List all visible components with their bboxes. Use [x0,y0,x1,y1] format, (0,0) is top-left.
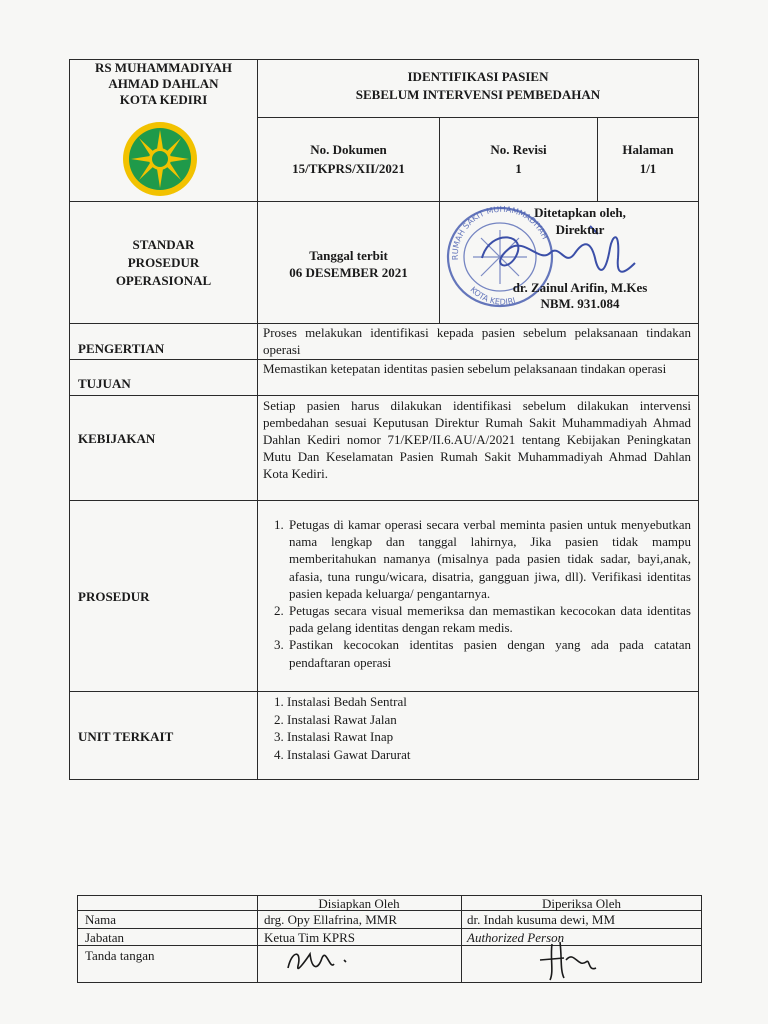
director-info [495,280,665,312]
prosedur-label: PROSEDUR [78,589,150,604]
unit-list-wrap [263,693,691,763]
preparer-signature [282,940,362,980]
stamp-text-top: RUMAH SAKIT MUHAMMADIYAH [450,204,550,261]
no-revisi [439,142,598,177]
title-line-2: SEBELUM INTERVENSI PEMBEDAHAN [355,87,601,102]
disiapkan-nama: drg. Opy Ellafrina, MMR [264,912,397,927]
halaman [597,142,699,177]
hospital-line-1: RS MUHAMMADIYAH [94,60,233,75]
tujuan-text: Memastikan ketepatan identitas pasien sebelum pelaksanaan tindakan operasi [263,361,667,376]
hospital-logo [112,119,208,199]
tanggal-label: Tanggal terbit [309,248,388,263]
spo-title [69,236,258,290]
halaman-label: Halaman [622,142,674,157]
ditetapkan [500,204,660,238]
stamp-text-bottom: KOTA KEDIRI [468,285,517,307]
kebijakan-label-cell [69,395,258,501]
spo-line-2: PROSEDUR [127,255,200,270]
tujuan-label: TUJUAN [78,376,131,391]
unit-item: 4. Instalasi Gawat Darurat [287,746,691,764]
no-dokumen-label: No. Dokumen [310,142,387,157]
hospital-line-3: KOTA KEDIRI [119,92,208,107]
col-disiapkan: Disiapkan Oleh [318,896,400,911]
no-revisi-label: No. Revisi [490,142,547,157]
col-diperiksa: Diperiksa Oleh [541,896,622,911]
unit-item: 3. Instalasi Rawat Inap [287,728,691,746]
row-nama: Nama [85,912,117,927]
footer-divider [77,928,702,929]
title-line-1: IDENTIFIKASI PASIEN [407,69,549,84]
prosedur-list-wrap [263,516,691,671]
no-dokumen-value: 15/TKPRS/XII/2021 [292,161,405,176]
tanggal-terbit [257,247,440,281]
row-tanda: Tanda tangan [85,948,155,963]
reviewer-signature [530,938,610,982]
hospital-line-2: AHMAD DAHLAN [108,76,219,91]
spo-line-3: OPERASIONAL [115,273,212,288]
row-jabatan: Jabatan [85,930,124,945]
disiapkan-jabatan: Ketua Tim KPRS [264,930,356,945]
kebijakan-label: KEBIJAKAN [78,431,156,446]
diperiksa-nama: dr. Indah kusuma dewi, MM [467,912,616,927]
prosedur-item: 3. Pastikan kecocokan identitas pasien dengan yang ada pada catatan pendaftaran operasi [287,636,691,670]
tanggal-value: 06 DESEMBER 2021 [289,265,408,280]
kebijakan-text: Setiap pasien harus dilakukan identifikasi sebelum dilakukan intervensi pembedahan sesuai Keputusan Direktur Rumah Sakit Muhammadiyah Ahmad Dahlan Kediri nomor 71/KEP/II.6.AU/A/2021 tentang Kebijakan Peningkatan Mutu Dan Keselamatan Pasien Rumah Sakit Muhammadiyah Ahmad Dahlan Kota Kediri. [263,398,691,481]
document-title [257,69,699,103]
unit-list [263,693,691,763]
ditetapkan-line-1: Ditetapkan oleh, [534,205,626,220]
signature-icon [530,938,610,982]
ditetapkan-line-2: Direktur [555,222,605,237]
unit-label: UNIT TERKAIT [78,729,174,744]
halaman-value: 1/1 [639,161,657,176]
director-name: dr. Zainul Arifin, M.Kes [512,280,648,295]
no-dokumen [257,142,440,177]
muhammadiyah-logo-icon [112,119,208,199]
hospital-name [69,60,258,108]
prosedur-item: 2. Petugas secara visual memeriksa dan memastikan kecocokan data identitas pada gelang identitas dengan rekam medis. [287,602,691,636]
pengertian-text: Proses melakukan identifikasi kepada pasien sebelum pelaksanaan tindakan operasi [263,325,691,357]
unit-item: 2. Instalasi Rawat Jalan [287,711,691,729]
signature-icon [282,940,362,980]
director-nbm: NBM. 931.084 [540,296,620,311]
spo-line-1: STANDAR [132,237,195,252]
pengertian-label: PENGERTIAN [78,341,165,356]
unit-item: 1. Instalasi Bedah Sentral [287,693,691,711]
diperiksa-jabatan: Authorized Person [467,930,565,945]
prosedur-list [263,516,691,671]
prosedur-item: 1. Petugas di kamar operasi secara verbal meminta pasien untuk menyebutkan nama lengkap dan tanggal lahirnya, Jika pasien tidak mampu memberitahukan namanya (misalnya pada pasien tidak sadar, bayi,anak, afasia, tuna rungu/wicara, disatria, gangguan jiwa, dll). Verifikasi identitas pasien kepada keluarga/ pengantarnya. [287,516,691,602]
no-revisi-value: 1 [515,161,522,176]
